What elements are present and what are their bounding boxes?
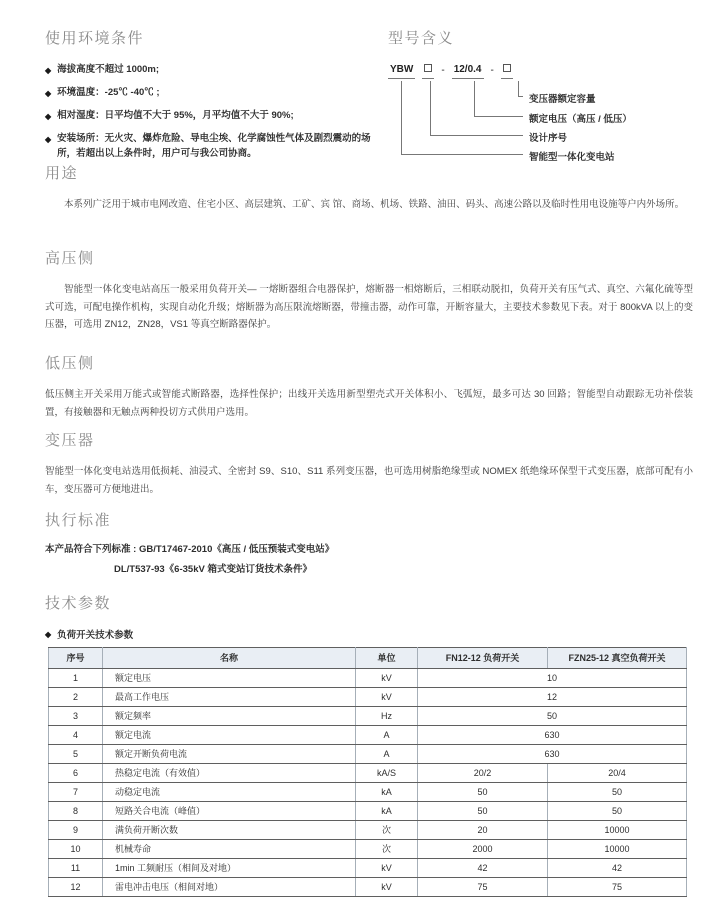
- model-box-icon: [501, 64, 513, 79]
- header-cell-fn12: FN12-12 负荷开关: [418, 648, 548, 669]
- table-cell: 50: [548, 802, 687, 821]
- table-cell: Hz: [356, 707, 418, 726]
- table-row: [49, 859, 687, 878]
- table-cell: kV: [356, 878, 418, 897]
- table-cell: 50: [548, 783, 687, 802]
- usage-paragraph: 本系列广泛用于城市电网改造、住宅小区、高层建筑、工矿、宾 馆、商场、机场、铁路、油田、码头、高速公路以及临时性用电设施等户内外场所。: [64, 199, 685, 210]
- table-cell: 75: [418, 878, 548, 897]
- bullet-item: [45, 132, 380, 161]
- model-voltage-code: 12/0.4: [452, 64, 484, 79]
- table-cell: 11: [49, 859, 103, 878]
- bullet-text: 相对湿度：日平均值不大于 95%，月平均值不大于 90%;: [57, 110, 294, 121]
- table-header-row: [49, 648, 687, 669]
- table-row: [49, 783, 687, 802]
- transformer-paragraph: 智能型一体化变电站选用低损耗、油浸式、全密封 S9、S10、S11 系列变压器，也可选用树脂绝缘型或 NOMEX 纸绝缘环保型干式变压器，底部可配有小车，变压器可方便地进出。: [45, 466, 693, 495]
- table-cell: 20: [418, 821, 548, 840]
- table-cell: 50: [418, 783, 548, 802]
- table-cell: 10: [418, 669, 687, 688]
- table-row: [49, 745, 687, 764]
- diamond-bullet-icon: ◆: [45, 89, 52, 98]
- section-high-voltage: [45, 247, 693, 334]
- bullet-text: 海拔高度不超过 1000m;: [57, 64, 160, 75]
- table-subtitle-text: 负荷开关技术参数: [57, 630, 134, 641]
- section-low-voltage: [45, 352, 693, 421]
- tech-params-title: 技术参数: [45, 595, 112, 612]
- table-cell: 额定电流: [103, 726, 356, 745]
- table-cell: 1min 工频耐压（相间及对地）: [103, 859, 356, 878]
- diamond-bullet-icon: ◆: [45, 630, 52, 639]
- model-label: 智能型一体化变电站: [529, 152, 615, 163]
- table-cell: 额定电压: [103, 669, 356, 688]
- table-cell: 雷电冲击电压（相间对地）: [103, 878, 356, 897]
- table-cell: 额定开断负荷电流: [103, 745, 356, 764]
- table-cell: 8: [49, 802, 103, 821]
- bullet-item: [45, 109, 380, 124]
- low-voltage-title: 低压侧: [45, 355, 95, 372]
- environment-title: 使用环境条件: [45, 30, 145, 47]
- dash-separator: -: [441, 65, 445, 76]
- table-cell: 热稳定电流（有效值）: [103, 764, 356, 783]
- table-cell: 10000: [548, 821, 687, 840]
- table-cell: kA/S: [356, 764, 418, 783]
- table-cell: 630: [418, 745, 687, 764]
- table-cell: kV: [356, 859, 418, 878]
- table-cell: 额定频率: [103, 707, 356, 726]
- table-cell: kA: [356, 783, 418, 802]
- table-cell: 4: [49, 726, 103, 745]
- high-voltage-title: 高压侧: [45, 250, 95, 267]
- table-row: [49, 878, 687, 897]
- section-usage: [45, 162, 691, 214]
- table-row: [49, 821, 687, 840]
- standards-title: 执行标准: [45, 512, 112, 529]
- model-code: [388, 64, 513, 79]
- table-row: [49, 764, 687, 783]
- section-tech-params: [45, 592, 693, 642]
- table-cell: 7: [49, 783, 103, 802]
- table-cell: kA: [356, 802, 418, 821]
- header-cell-unit: 单位: [356, 648, 418, 669]
- table-cell: A: [356, 726, 418, 745]
- section-environment: [45, 27, 380, 169]
- table-cell: 10: [49, 840, 103, 859]
- table-cell: 42: [418, 859, 548, 878]
- model-code-diagram: [388, 64, 698, 169]
- model-label: 额定电压（高压 / 低压）: [529, 114, 632, 125]
- bullet-text: 环境温度：-25℃ -40℃ ;: [57, 87, 160, 98]
- table-subtitle: [45, 627, 693, 642]
- standard-line: 本产品符合下列标准 : GB/T17467-2010《高压 / 低压预装式变电站》: [45, 544, 335, 555]
- diamond-bullet-icon: ◆: [45, 135, 52, 144]
- header-cell-fzn25: FZN25-12 真空负荷开关: [548, 648, 687, 669]
- table-row: [49, 688, 687, 707]
- diamond-bullet-icon: ◆: [45, 66, 52, 75]
- table-cell: 50: [418, 707, 687, 726]
- table-cell: 机械寿命: [103, 840, 356, 859]
- table-cell: 12: [418, 688, 687, 707]
- section-model-meaning: [388, 27, 698, 169]
- table-cell: 1: [49, 669, 103, 688]
- table-cell: 次: [356, 840, 418, 859]
- table-row: [49, 669, 687, 688]
- usage-title: 用途: [45, 165, 79, 182]
- standard-line: DL/T537-93《6-35kV 箱式变站订货技术条件》: [114, 564, 312, 576]
- table-cell: 20/2: [418, 764, 548, 783]
- table-cell: 75: [548, 878, 687, 897]
- connector-line: [401, 81, 523, 155]
- table-cell: 630: [418, 726, 687, 745]
- table-cell: 最高工作电压: [103, 688, 356, 707]
- table-cell: 2000: [418, 840, 548, 859]
- table-cell: 3: [49, 707, 103, 726]
- transformer-title: 变压器: [45, 432, 95, 449]
- model-box-icon: [422, 64, 434, 79]
- table-cell: 短路关合电流（峰值）: [103, 802, 356, 821]
- table-cell: 次: [356, 821, 418, 840]
- low-voltage-paragraph: 低压侧主开关采用万能式或智能式断路器，选择性保护；出线开关选用新型塑壳式开关体积小、飞弧短，最多可达 30 回路；智能型自动跟踪无功补偿装置，有接触器和无触点两种投切方式供用户选用。: [45, 389, 693, 418]
- header-cell-name: 名称: [103, 648, 356, 669]
- diamond-bullet-icon: ◆: [45, 112, 52, 121]
- table-cell: kV: [356, 688, 418, 707]
- section-transformer: [45, 429, 693, 498]
- load-switch-params-table: [48, 647, 687, 897]
- table-row: [49, 802, 687, 821]
- table-cell: 20/4: [548, 764, 687, 783]
- high-voltage-paragraph: 智能型一体化变电站高压一般采用负荷开关— 一熔断器组合电器保护，熔断器一相熔断后，三相联动脱扣，负荷开关有压气式、真空、六氟化硫等型式可选，可配电操作机构，实现自动化升级；熔断器为高压限流熔断器，带撞击器，动作可靠，开断容量大，主要技术参数见下表。对于 800kVA 以上的变压器，可选用 ZN12，ZN28，VS1 等真空断路器保护。: [45, 284, 693, 331]
- table-cell: 42: [548, 859, 687, 878]
- header-cell-no: 序号: [49, 648, 103, 669]
- table-cell: A: [356, 745, 418, 764]
- table-cell: 动稳定电流: [103, 783, 356, 802]
- table-cell: 5: [49, 745, 103, 764]
- model-label: 设计序号: [529, 133, 568, 144]
- table-row: [49, 726, 687, 745]
- table-cell: 2: [49, 688, 103, 707]
- load-switch-params-table-wrap: [48, 647, 686, 897]
- table-cell: 10000: [548, 840, 687, 859]
- section-standards: [45, 509, 693, 578]
- table-row: [49, 840, 687, 859]
- environment-bullet-list: [45, 63, 380, 161]
- table-cell: 9: [49, 821, 103, 840]
- table-cell: 50: [418, 802, 548, 821]
- dash-separator: -: [490, 65, 494, 76]
- model-prefix: YBW: [388, 64, 415, 79]
- model-label: 变压器额定容量: [529, 94, 596, 105]
- table-cell: 12: [49, 878, 103, 897]
- table-cell: kV: [356, 669, 418, 688]
- table-cell: 满负荷开断次数: [103, 821, 356, 840]
- table-cell: 6: [49, 764, 103, 783]
- bullet-text: 安装场所：无火灾、爆炸危险、导电尘埃、化学腐蚀性气体及剧烈震动的场所，若超出以上条件时，用户可与我公司协商。: [57, 133, 371, 159]
- table-row: [49, 707, 687, 726]
- bullet-item: [45, 63, 380, 78]
- model-meaning-title: 型号含义: [388, 30, 455, 47]
- bullet-item: [45, 86, 380, 101]
